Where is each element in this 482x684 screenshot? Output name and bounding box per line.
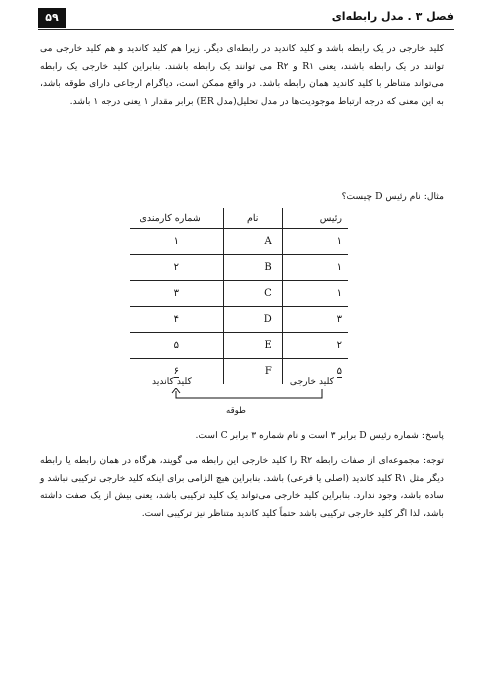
table-row bbox=[130, 333, 348, 359]
column-header-manager: رئیس bbox=[282, 208, 348, 229]
cell-name: B bbox=[223, 255, 282, 281]
cell-employee-id: ۵ bbox=[130, 333, 223, 359]
table-row bbox=[130, 229, 348, 255]
example-question: مثال: نام رئیس D چیست؟ bbox=[341, 191, 444, 202]
table-row bbox=[130, 255, 348, 281]
loop-arrow-line bbox=[176, 389, 322, 398]
page-header bbox=[38, 10, 454, 30]
cell-name: F bbox=[223, 359, 282, 385]
page-number: ۵۹ bbox=[38, 8, 66, 28]
cell-manager-value: ۵ bbox=[336, 366, 342, 377]
cell-manager: ۲ bbox=[282, 333, 348, 359]
chapter-title: فصل ۳ . مدل رابطه‌ای bbox=[331, 10, 454, 23]
cell-manager: ۱ bbox=[282, 281, 348, 307]
table-row bbox=[130, 307, 348, 333]
cell-employee-id: ۱ bbox=[130, 229, 223, 255]
cell-manager: ۳ bbox=[282, 307, 348, 333]
paragraph-note: توجه: مجموعه‌ای از صفات رابطه R۲ را کلید خارجی این رابطه می گویند، هرگاه در همان رابطه یا رابطه دیگر مثل R۱ کلید کاندید (اصلی یا فرعی) باشد. بنابراین هیچ الزامی برای اینکه کلید خارجی ترکیبی نباشد و ساده باشد، وجود ندارد. بنابراین کلید خارجی می‌تواند یک کلید ترکیبی باشد، یعنی بیش از یک صفت داشته باشد، لذا اگر کلید خارجی ترکیبی باشد حتماً کلید کاندید متناظر نیز ترکیبی است. bbox=[40, 455, 444, 519]
cell-manager: ۱ bbox=[282, 255, 348, 281]
table-row bbox=[130, 281, 348, 307]
cell-name: E bbox=[223, 333, 282, 359]
loop-label: طوقه bbox=[226, 406, 246, 416]
cell-employee-id: ۲ bbox=[130, 255, 223, 281]
paragraph-intro: کلید خارجی در یک رابطه باشد و کلید کاندید در رابطه‌ای دیگر. زیرا هم کلید کاندید و هم کلید خارجی می توانند در یک رابطه باشند، یعنی R۱ و R۲ می توانند یک رابطه باشند. بنابراین کلید خارجی یک رابطه می‌تواند متناظر با کلید کاندید همان رابطه باشد. در واقع ممکن است، دیاگرام ارجاعی دارای طوقه باشد، به این معنی که درجه ارتباط موجودیت‌ها در مدل تحلیل(مدل ER) برابر مقدار ۱ یعنی درجه ۱ باشد. bbox=[40, 43, 445, 107]
cell-employee-id: ۳ bbox=[130, 281, 223, 307]
candidate-key-label: کلید کاندید bbox=[152, 376, 192, 387]
cell-name: A bbox=[223, 229, 282, 255]
header-rule bbox=[38, 29, 454, 30]
cell-name: C bbox=[223, 281, 282, 307]
cell-employee-id-value: ۶ bbox=[173, 366, 180, 377]
column-header-employee-id: شماره کارمندی bbox=[130, 208, 223, 229]
column-header-name: نام bbox=[223, 208, 282, 229]
employee-table bbox=[130, 208, 348, 384]
cell-name: D bbox=[223, 307, 282, 333]
foreign-key-label: کلید خارجی bbox=[289, 376, 334, 387]
answer-text: پاسخ: شماره رئیس D برابر ۳ است و نام شماره ۳ برابر C است. bbox=[195, 430, 444, 441]
table-header-row bbox=[130, 208, 348, 229]
cell-employee-id: ۴ bbox=[130, 307, 223, 333]
cell-manager: ۱ bbox=[282, 229, 348, 255]
